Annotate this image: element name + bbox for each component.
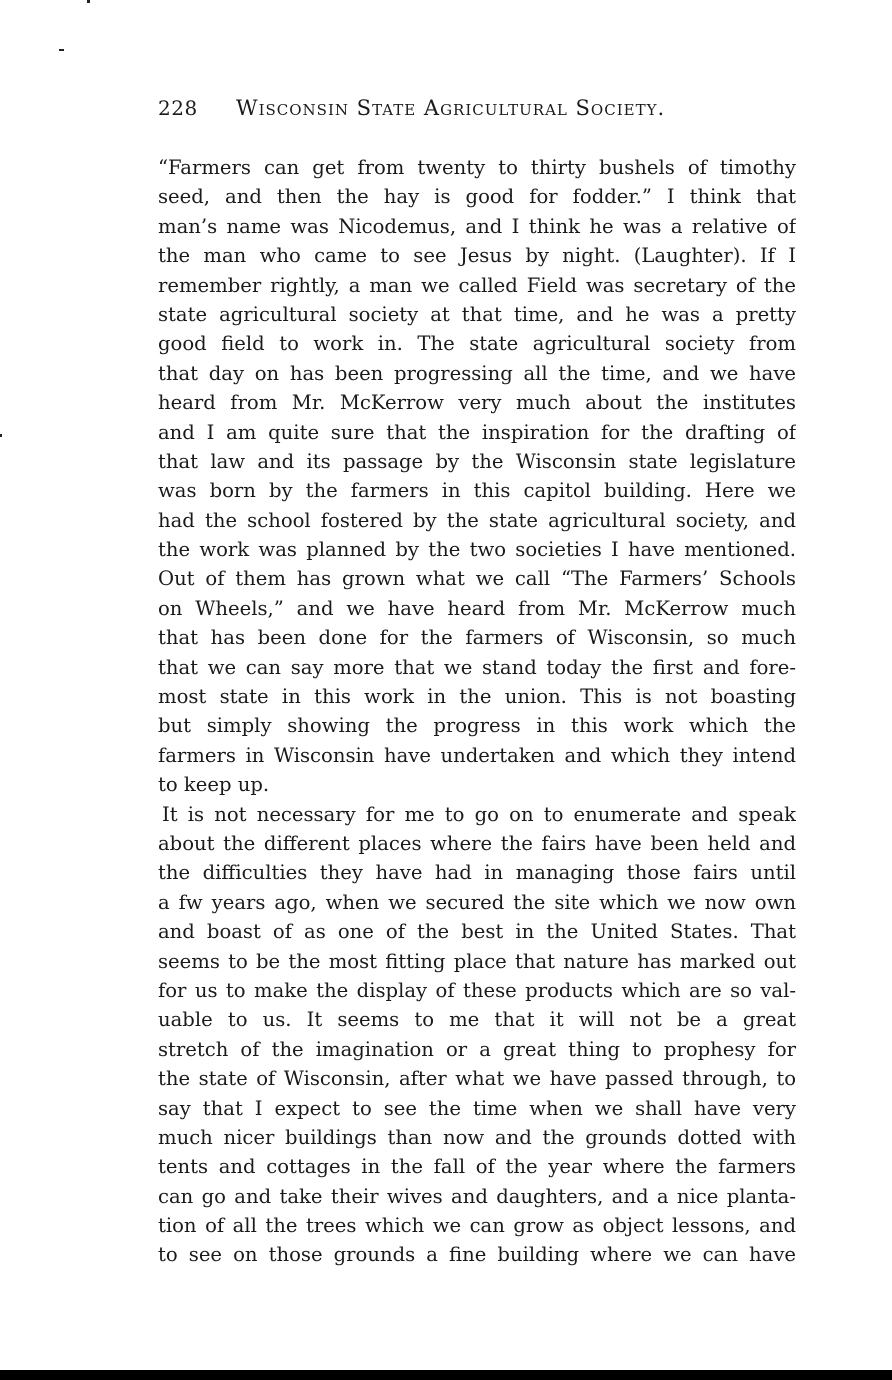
text-line: “Farmers can get from twenty to thirty bushels of timothy <box>158 156 796 179</box>
text-line: tents and cottages in the fall of the year where the farmers <box>158 1155 796 1179</box>
text-line: tion of all the trees which we can grow as object lessons, and <box>158 1214 796 1238</box>
text-line: that day on has been progressing all the time, and we have <box>158 361 796 385</box>
scan-mark-top <box>87 0 90 3</box>
text-line: the man who came to see Jesus by night. (Laughter). If I <box>158 244 796 268</box>
text-line: was born by the farmers in this capitol building. Here we <box>158 479 796 503</box>
text-line: had the school fostered by the state agricultural society, and <box>158 508 796 532</box>
text-line: good field to work in. The state agricultural society from <box>158 332 796 356</box>
scan-mark-edge <box>0 434 2 437</box>
text-line: seems to be the most fitting place that nature has marked out <box>158 949 796 973</box>
text-line: about the different places where the fairs have been held and <box>158 831 796 855</box>
text-line: uable to us. It seems to me that it will not be a great <box>158 1008 796 1032</box>
text-line: can go and take their wives and daughters, and a nice planta- <box>158 1184 796 1208</box>
text-line: the difficulties they have had in managing those fairs until <box>158 861 796 885</box>
body-text <box>158 153 796 1270</box>
text-line: seed, and then the hay is good for fodder.” I think that <box>158 185 796 209</box>
text-line: and boast of as one of the best in the United States. That <box>158 920 796 944</box>
paragraph-1 <box>158 153 796 800</box>
running-title: Wisconsin State Agricultural Society. <box>236 96 666 120</box>
text-line: that law and its passage by the Wisconsin state legislature <box>158 449 796 473</box>
text-line: to see on those grounds a fine building where we can have <box>158 1243 796 1267</box>
text-line: man’s name was Nicodemus, and I think he was a relative of <box>158 214 796 238</box>
text-line: state agricultural society at that time, and he was a pretty <box>158 302 796 326</box>
page-header <box>158 96 798 130</box>
text-line: for us to make the display of these products which are so val- <box>158 978 796 1002</box>
text-line: stretch of the imagination or a great thing to prophesy for <box>158 1037 796 1061</box>
scan-bottom-border <box>0 1370 892 1380</box>
text-line: but simply showing the progress in this work which the <box>158 714 796 738</box>
text-line: remember rightly, a man we called Field was secretary of the <box>158 273 796 297</box>
text-line: It is not necessary for me to go on to enumerate and speak <box>162 802 796 826</box>
text-line: to keep up. <box>158 773 270 797</box>
text-line: and I am quite sure that the inspiration for the drafting of <box>158 420 796 444</box>
text-line: the work was planned by the two societies I have mentioned. <box>158 538 796 562</box>
text-line: say that I expect to see the time when we shall have very <box>158 1096 796 1120</box>
paragraph-2 <box>158 800 796 1270</box>
text-line: farmers in Wisconsin have undertaken and which they intend <box>158 743 796 767</box>
text-line: a fw years ago, when we secured the site which we now own <box>158 890 796 914</box>
text-line: Out of them has grown what we call “The Farmers’ Schools <box>158 567 796 591</box>
text-line: on Wheels,” and we have heard from Mr. McKerrow much <box>158 596 796 620</box>
scan-mark-left <box>59 49 64 51</box>
text-line: heard from Mr. McKerrow very much about the institutes <box>158 391 796 415</box>
page-number: 228 <box>158 96 198 120</box>
text-line: the state of Wisconsin, after what we have passed through, to <box>158 1067 796 1091</box>
text-line: that we can say more that we stand today the first and fore- <box>158 655 796 679</box>
text-line: most state in this work in the union. This is not boasting <box>158 685 796 709</box>
text-line: that has been done for the farmers of Wisconsin, so much <box>158 626 796 650</box>
text-line: much nicer buildings than now and the grounds dotted with <box>158 1125 796 1149</box>
